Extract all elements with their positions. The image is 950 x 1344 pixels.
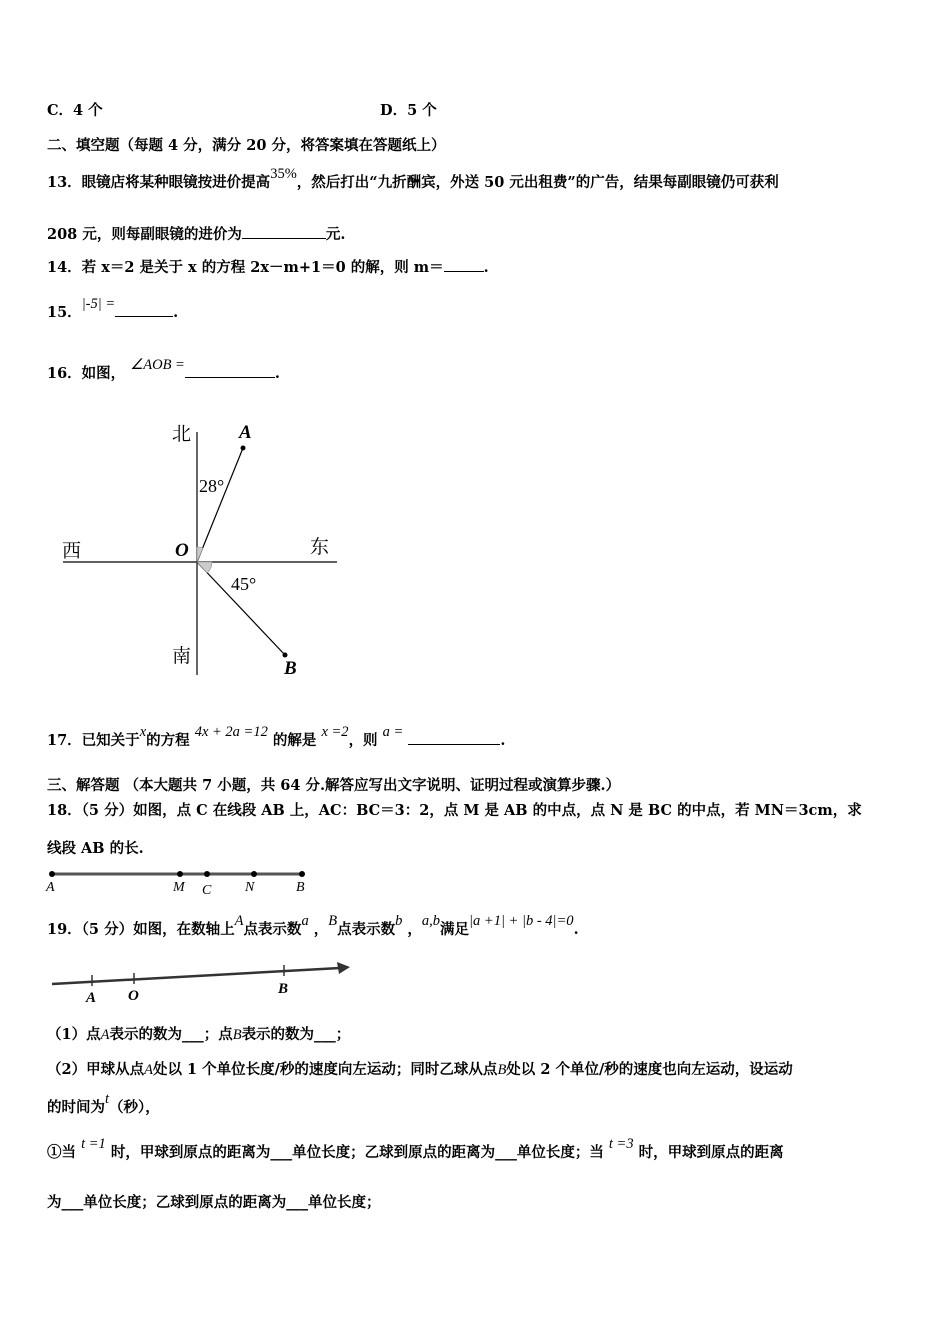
label-west: 西 — [62, 540, 82, 562]
q17 — [47, 724, 506, 751]
label-b: B — [296, 880, 305, 895]
q19-case1-line2: 为___单位长度；乙球到原点的距离为___单位长度； — [47, 1194, 381, 1211]
point-a-dot — [241, 446, 246, 451]
q19-t3: 满足 — [440, 921, 470, 938]
q19-c1-a: ①当 — [47, 1144, 76, 1161]
label-a: A — [46, 880, 55, 895]
q19-b-point: B — [328, 913, 338, 929]
q13-part2: ，然后打出“九折酬宾，外送 50 元出租费”的广告，结果每副眼镜仍可获利 — [296, 174, 779, 191]
q19-part2-line1 — [47, 1060, 793, 1080]
q19 — [47, 913, 579, 940]
q17-t2: 的解是 — [272, 732, 317, 749]
q19-num: 19．（5 分）如图，在数轴上 — [47, 921, 235, 938]
point-c — [204, 871, 210, 877]
q19-p2-d: 的时间为 — [47, 1099, 105, 1116]
q17-var-x: x — [139, 724, 147, 740]
q14-end: . — [483, 259, 489, 276]
q19-p1-point-a: A — [100, 1027, 110, 1043]
q17-t3: ，则 — [348, 732, 378, 749]
q19-t2: 点表示数 — [337, 921, 396, 938]
q19-c1-t3: t =3 — [608, 1136, 634, 1152]
q16-end: . — [274, 365, 280, 382]
q19-p2-point-a: A — [144, 1062, 153, 1078]
q15-expr: |-5| = — [81, 296, 116, 312]
q19-condition: |a +1| + |b - 4|=0 — [469, 913, 574, 929]
q15-end: . — [173, 304, 179, 321]
number-line — [52, 968, 340, 984]
q19-part1 — [47, 1025, 350, 1045]
label-a: A — [239, 422, 252, 443]
q14-answer-blank[interactable] — [444, 257, 484, 272]
figure19-number-line — [48, 960, 368, 1006]
label-n: N — [245, 880, 255, 895]
point-b-dot — [283, 653, 288, 658]
q19-c1-t1: t =1 — [81, 1136, 106, 1152]
q19-case1-line1 — [47, 1136, 784, 1163]
q19-p2-e: （秒）， — [109, 1099, 160, 1116]
option-c: C．4 个 — [47, 102, 103, 119]
q17-answer-blank[interactable] — [408, 730, 500, 745]
angle-b-label: 45° — [231, 574, 257, 594]
q17-num: 17．已知关于 — [47, 732, 140, 749]
q16 — [47, 357, 280, 384]
label-c: C — [202, 883, 212, 896]
q19-ab: a,b — [421, 913, 441, 929]
q19-p1-b: 表示的数为___；点 — [109, 1026, 233, 1043]
point-a — [49, 871, 55, 877]
q16-answer-blank[interactable] — [185, 363, 275, 378]
q17-ask: a = — [382, 724, 404, 740]
q19-sep2: ， — [407, 921, 422, 938]
q13-line1 — [47, 166, 779, 193]
q19-end: . — [573, 921, 579, 938]
q17-end: . — [500, 732, 506, 749]
q19-a-point: A — [234, 913, 244, 929]
q19-p2-t: t — [105, 1091, 110, 1107]
figure16-compass — [55, 410, 355, 685]
q15-answer-blank[interactable] — [115, 302, 173, 317]
point-b — [299, 871, 305, 877]
q14-text: 14．若 x＝2 是关于 x 的方程 2x－m+1＝0 的解，则 m＝ — [47, 259, 444, 276]
q17-solution: x =2 — [321, 724, 349, 740]
q18-line1: 18．（5 分）如图，点 C 在线段 AB 上，AC：BC＝3：2，点 M 是 AB 的中点，点 N 是 BC 的中点，若 MN＝3cm，求 — [47, 802, 862, 819]
q17-equation: 4x + 2a =12 — [194, 724, 268, 740]
arrow-head — [337, 962, 350, 974]
q16-expr: ∠AOB = — [130, 357, 185, 373]
q19-c1-c: 时，甲球到原点的距离 — [638, 1144, 784, 1161]
label-m: M — [173, 880, 185, 895]
q13-percent: 35% — [270, 166, 297, 182]
q15-num: 15． — [47, 304, 82, 321]
label-b: B — [284, 658, 297, 679]
angle-a-label: 28° — [199, 476, 225, 496]
q17-t1: 的方程 — [146, 732, 190, 749]
label-b: B — [278, 981, 289, 997]
q19-p1-a: （1）点 — [47, 1026, 101, 1043]
q19-sep: ， — [313, 921, 329, 938]
q19-p1-point-b: B — [232, 1027, 242, 1043]
label-o: O — [128, 988, 139, 1004]
q13-part1: 13．眼镜店将某种眼镜按进价提高 — [47, 174, 271, 191]
q19-t1: 点表示数 — [243, 921, 302, 938]
label-o: O — [175, 540, 189, 561]
label-a: A — [86, 990, 97, 1006]
q18-line2: 线段 AB 的长. — [47, 840, 144, 857]
q13-line2 — [47, 224, 345, 245]
q14 — [47, 257, 489, 278]
q19-b-var: b — [395, 913, 403, 929]
q19-p2-b: 处以 1 个单位长度/秒的速度向左运动；同时乙球从点 — [152, 1061, 498, 1078]
label-north: 北 — [172, 423, 192, 445]
q13-answer-blank[interactable] — [242, 224, 326, 239]
ray-oa — [197, 448, 243, 562]
angle-b-marker — [197, 562, 212, 573]
point-n — [251, 871, 257, 877]
q19-part2-line2 — [47, 1091, 160, 1118]
q19-p2-a: （2）甲球从点 — [47, 1061, 145, 1078]
q15 — [47, 296, 179, 323]
q19-p2-point-b: B — [497, 1062, 507, 1078]
label-east: 东 — [310, 536, 330, 558]
section2-title: 二、填空题（每题 4 分，满分 20 分，将答案填在答题纸上） — [47, 137, 446, 154]
q19-c1-b: 时，甲球到原点的距离为___单位长度；乙球到原点的距离为___单位长度；当 — [110, 1144, 604, 1161]
figure18-segment — [40, 864, 320, 896]
q19-p2-c: 处以 2 个单位/秒的速度也向左运动，设运动 — [506, 1061, 793, 1078]
angle-a-marker — [197, 547, 203, 562]
q19-p1-c: 表示的数为___； — [241, 1026, 351, 1043]
q13-part3: 208 元，则每副眼镜的进价为 — [47, 226, 242, 243]
section3-title: 三、解答题 （本大题共 7 小题，共 64 分.解答应写出文字说明、证明过程或演算步骤.） — [47, 777, 621, 794]
q13-part4: 元. — [325, 226, 346, 243]
point-m — [177, 871, 183, 877]
q16-num: 16．如图， — [47, 365, 126, 382]
option-d: D．5 个 — [380, 102, 437, 119]
label-south: 南 — [172, 645, 192, 667]
q19-a-var: a — [301, 913, 309, 929]
